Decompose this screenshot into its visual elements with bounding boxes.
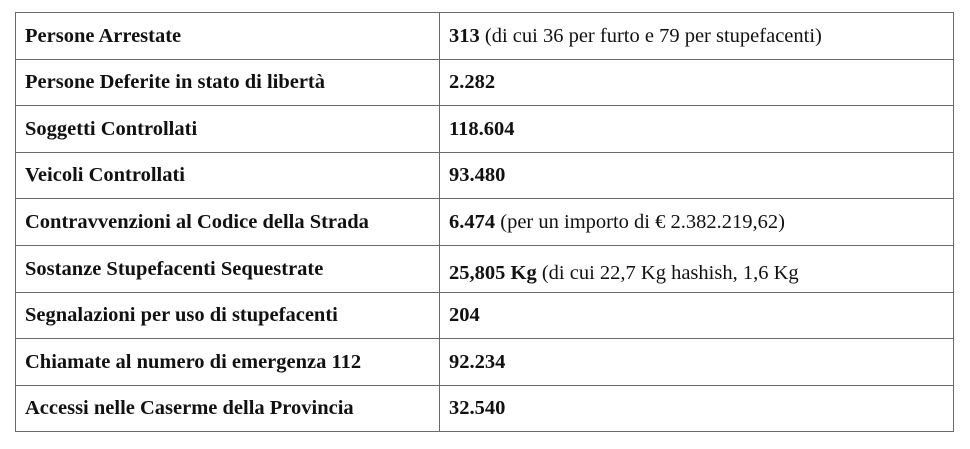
table-row <box>16 199 954 246</box>
table-row <box>16 339 954 386</box>
row-label: Chiamate al numero di emergenza 112 <box>25 350 362 373</box>
row-value-cell <box>440 106 954 153</box>
row-value: 204 <box>449 304 480 327</box>
row-label: Segnalazioni per uso di stupefacenti <box>25 304 338 327</box>
row-label-cell <box>16 339 440 386</box>
row-note: (per un importo di € 2.382.219,62) <box>495 210 785 233</box>
row-label-cell <box>16 59 440 106</box>
row-note: (di cui 22,7 Kg hashish, 1,6 Kg <box>536 261 799 284</box>
row-value-cell <box>440 292 954 339</box>
statistics-table <box>15 12 954 432</box>
table-row <box>16 152 954 199</box>
row-label-cell <box>16 13 440 60</box>
table-row <box>16 245 954 292</box>
row-note: (di cui 36 per furto e 79 per stupefacenti) <box>479 24 822 47</box>
row-value: 25,805 Kg <box>449 261 537 284</box>
row-label-cell <box>16 199 440 246</box>
table-row <box>16 106 954 153</box>
row-label: Veicoli Controllati <box>25 164 186 187</box>
table-row <box>16 385 954 432</box>
row-value-cell <box>440 199 954 246</box>
table-row <box>16 292 954 339</box>
row-value: 93.480 <box>449 164 506 187</box>
row-label-cell <box>16 245 440 292</box>
row-label: Persone Deferite in stato di libertà <box>25 71 326 94</box>
row-value: 32.540 <box>449 397 506 420</box>
row-value: 6.474 <box>449 210 496 233</box>
table-row <box>16 59 954 106</box>
row-label: Accessi nelle Caserme della Provincia <box>25 397 354 420</box>
row-value-cell <box>440 152 954 199</box>
row-label-cell <box>16 152 440 199</box>
row-value: 2.282 <box>449 71 496 94</box>
table-row <box>16 13 954 60</box>
row-value-cell <box>440 385 954 432</box>
row-value-cell <box>440 59 954 106</box>
row-value: 92.234 <box>449 350 506 373</box>
row-label: Soggetti Controllati <box>25 117 198 140</box>
row-value: 313 <box>449 24 480 47</box>
row-label: Sostanze Stupefacenti Sequestrate <box>25 257 324 280</box>
row-label-cell <box>16 292 440 339</box>
row-label-cell <box>16 385 440 432</box>
row-value-cell <box>440 245 954 292</box>
row-value-cell <box>440 13 954 60</box>
row-value-cell <box>440 339 954 386</box>
row-label: Persone Arrestate <box>25 24 182 47</box>
row-label: Contravvenzioni al Codice della Strada <box>25 210 369 233</box>
row-label-cell <box>16 106 440 153</box>
row-value: 118.604 <box>449 117 515 140</box>
